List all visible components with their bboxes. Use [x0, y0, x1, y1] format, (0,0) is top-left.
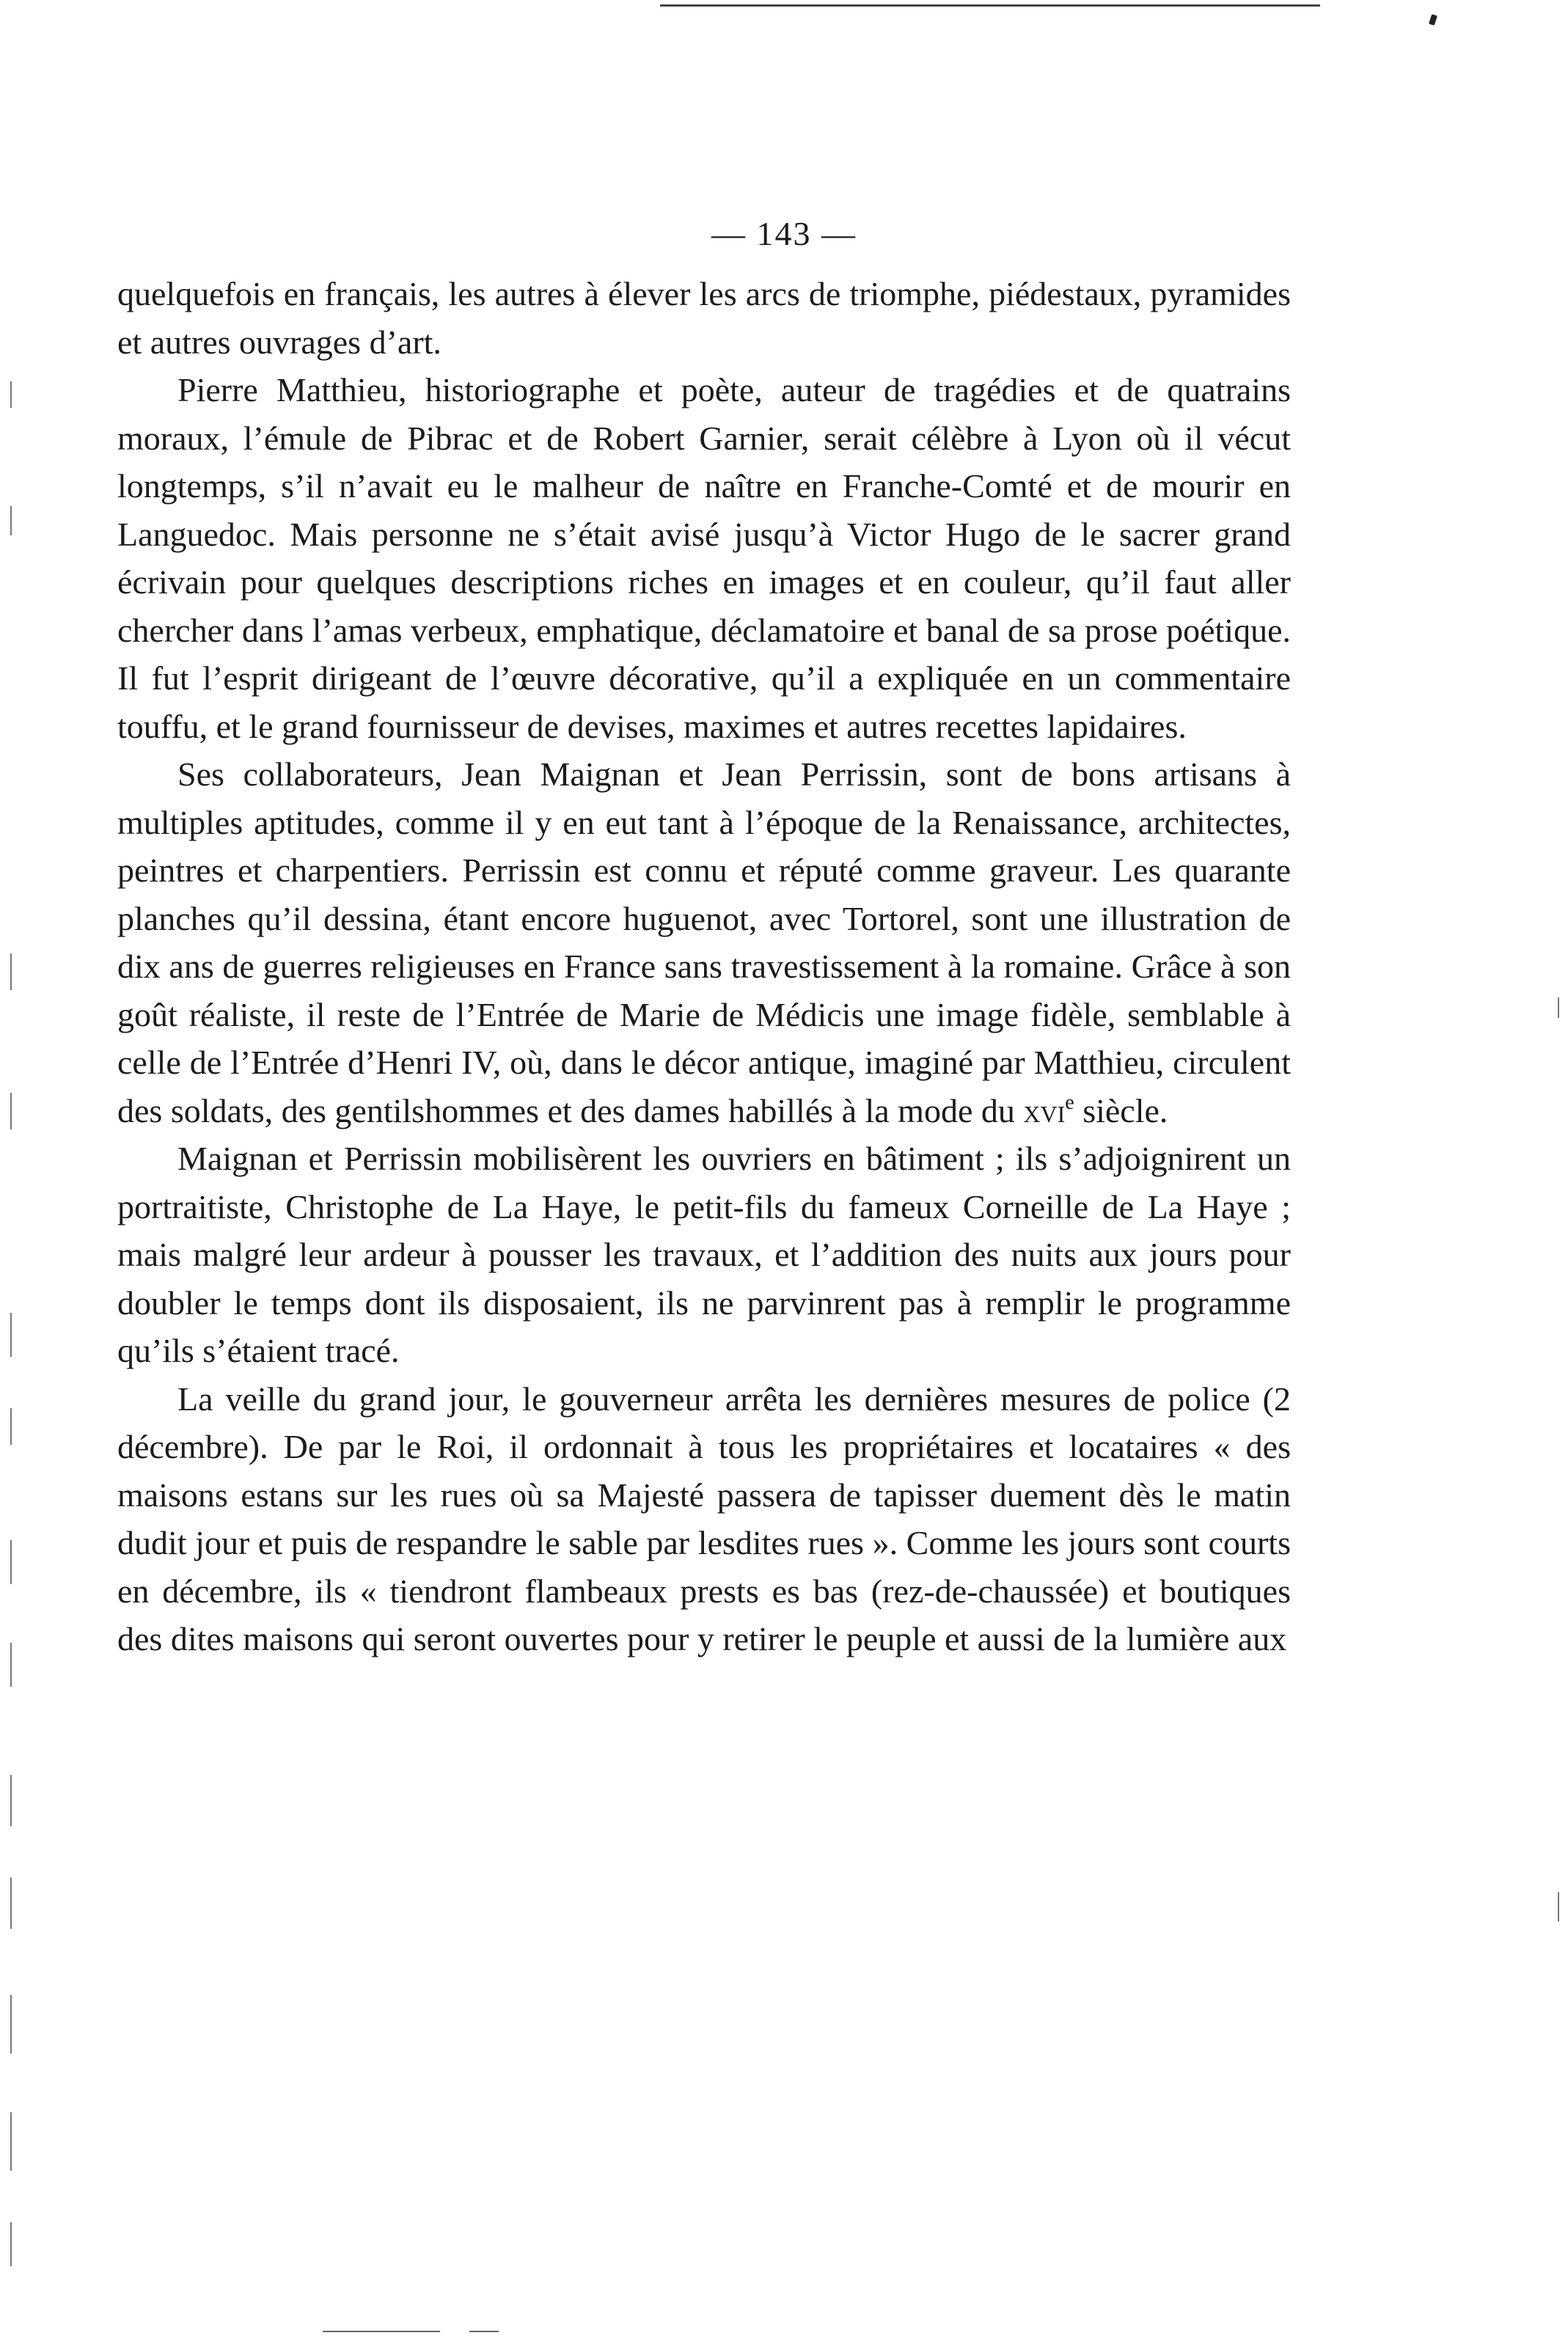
paragraph — [117, 750, 1291, 1135]
scan-edge-mark — [10, 506, 12, 535]
paragraph: Pierre Matthieu, historiographe et poète, auteur de tragédies et de quatrains moraux, l’émule de Pibrac et de Robert Garnier, serait célèbre à Lyon où il vécut longtemps, s’il n’avait eu le malheur de naître en Franche-Comté et de mourir en Languedoc. Mais personne ne s’était avisé jusqu’à Victor Hugo de le sacrer grand écrivain pour quelques descriptions riches en images et en couleur, qu’il faut aller chercher dans l’amas verbeux, emphatique, déclamatoire et banal de sa prose poétique. Il fut l’esprit dirigeant de l’œuvre décorative, qu’il a expliquée en un commentaire touffu, et le grand fournisseur de devises, maximes et autres recettes lapidaires. — [117, 371, 1291, 745]
scan-edge-mark — [10, 2112, 12, 2171]
paragraph: quelquefois en français, les autres à élever les arcs de triomphe, piédestaux, pyramides et autres ouvrages d’art. — [117, 275, 1291, 361]
scan-edge-mark — [1558, 997, 1559, 1018]
century-superscript: e — [1065, 1091, 1074, 1114]
scan-edge-mark — [10, 1877, 12, 1929]
page-number: — 143 — — [711, 215, 857, 252]
scan-edge-mark — [10, 381, 12, 408]
scan-edge-mark — [10, 1540, 12, 1584]
scan-bottom-rule — [323, 2331, 440, 2332]
scan-edge-mark — [10, 1643, 12, 1687]
scan-edge-mark — [10, 1313, 12, 1357]
body-text — [117, 270, 1291, 1663]
paragraph-tail: siècle. — [1074, 1091, 1168, 1129]
scan-edge-mark — [10, 1775, 12, 1826]
paragraph: Maignan et Perrissin mobilisèrent les ouvriers en bâtiment ; ils s’adjoignirent un portraitiste, Christophe de La Haye, le petit-fils du fameux Corneille de La Haye ; mais malgré leur ardeur à pousser les travaux, et l’addition des nuits aux jours pour doubler le temps dont ils disposaient, ils ne parvinrent pas à remplir le programme qu’ils s’étaient tracé. — [117, 1140, 1291, 1369]
scan-edge-mark — [1558, 1892, 1559, 1921]
scan-top-rule — [660, 4, 1320, 7]
scan-edge-mark — [10, 1408, 12, 1445]
paragraph-text: Ses collaborateurs, Jean Maignan et Jean Perrissin, sont de bons artisans à multiples aptitudes, comme il y en eut tant à l’époque de la Renaissance, architectes, peintres et charpentiers. Perrissin est connu et réputé comme graveur. Les quarante planches qu’il dessina, étant encore huguenot, avec Tortorel, sont une illustration de dix ans de guerres religieuses en France sans travestissement à la romaine. Grâce à son goût réaliste, il reste de l’Entrée de Marie de Médicis une image fidèle, semblable à celle de l’Entrée d’Henri IV, où, dans le décor antique, imaginé par Matthieu, circulent des soldats, des gentilshommes et des dames habillés à la mode du — [117, 755, 1291, 1129]
century-numeral: xvi — [1023, 1091, 1066, 1129]
scan-edge-mark — [10, 953, 12, 990]
scan-edge-mark — [10, 1995, 12, 2054]
scan-bottom-rule — [469, 2331, 499, 2332]
paragraph: La veille du grand jour, le gouverneur arrêta les dernières mesures de police (2 décembre). De par le Roi, il ordonnait à tous les propriétaires et locataires « des maisons estans sur les rues où sa Majesté passera de tapisser duement dès le matin dudit jour et puis de respandre le sable par lesdites rues ». Comme les jours sont courts en décembre, ils « tiendront flambeaux prests es bas (rez-de-chaussée) et boutiques des dites maisons qui seront ouvertes pour y retirer le peuple et aussi de la lumière aux — [117, 1380, 1291, 1657]
scan-ink-mark — [1429, 14, 1437, 26]
scan-edge-mark — [10, 1093, 12, 1129]
scan-edge-mark — [10, 2222, 12, 2266]
